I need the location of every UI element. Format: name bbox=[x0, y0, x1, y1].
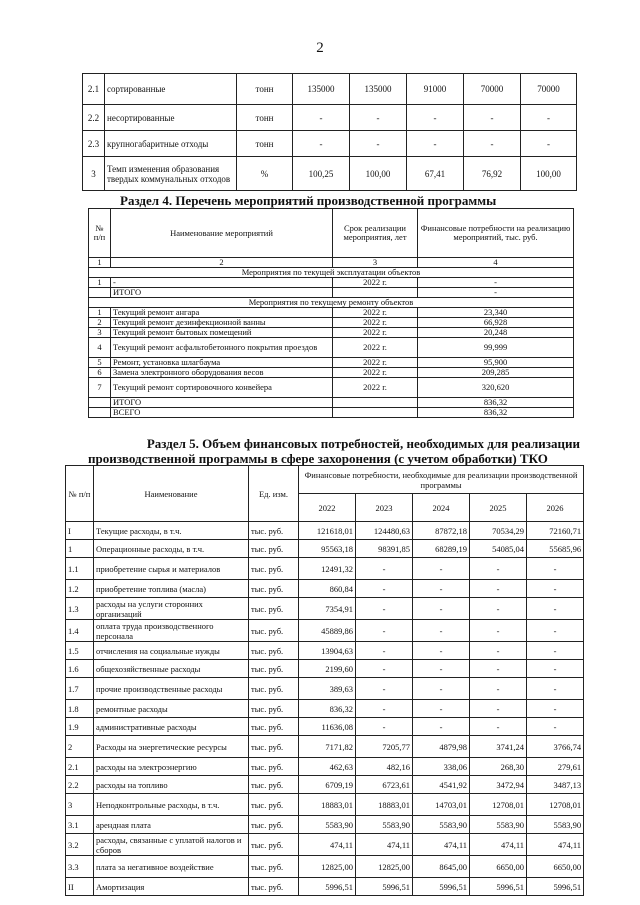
row-value: 91000 bbox=[407, 74, 464, 105]
row-name: отчисления на социальные нужды bbox=[94, 642, 249, 660]
row-num: 3.3 bbox=[66, 856, 94, 878]
row-value: 5583,90 bbox=[470, 816, 527, 834]
row-value: 3472,94 bbox=[470, 776, 527, 794]
row-value: - bbox=[527, 598, 584, 620]
row-period: 2022 г. bbox=[333, 358, 418, 368]
row-unit: тонн bbox=[237, 74, 293, 105]
row-value: 70534,29 bbox=[470, 522, 527, 540]
row-value: 55685,96 bbox=[527, 540, 584, 558]
row-value: 3741,24 bbox=[470, 736, 527, 758]
row-name: прочие производственные расходы bbox=[94, 678, 249, 700]
row-value: 5996,51 bbox=[299, 878, 356, 896]
header-unit: Ед. изм. bbox=[249, 466, 299, 522]
row-num: 2 bbox=[66, 736, 94, 758]
row-name: Неподконтрольные расходы, в т.ч. bbox=[94, 794, 249, 816]
row-name: административные расходы bbox=[94, 718, 249, 736]
row-unit: тыс. руб. bbox=[249, 522, 299, 540]
row-value: - bbox=[293, 105, 350, 131]
row-num: 1.4 bbox=[66, 620, 94, 642]
row-amount: 320,620 bbox=[418, 378, 574, 398]
row-name: арендная плата bbox=[94, 816, 249, 834]
row-value: - bbox=[356, 642, 413, 660]
table-row bbox=[66, 700, 584, 718]
table-row bbox=[89, 278, 574, 288]
row-num: 1 bbox=[66, 540, 94, 558]
table-row bbox=[66, 758, 584, 776]
row-value: 100,00 bbox=[521, 157, 577, 191]
row-value: 67,41 bbox=[407, 157, 464, 191]
row-value: - bbox=[527, 678, 584, 700]
row-num: 2.1 bbox=[66, 758, 94, 776]
row-unit: тонн bbox=[237, 131, 293, 157]
row-name: Текущий ремонт сортировочного конвейера bbox=[111, 378, 333, 398]
row-value: 338,06 bbox=[413, 758, 470, 776]
row-num: 1.5 bbox=[66, 642, 94, 660]
row-name: несортированные bbox=[105, 105, 237, 131]
row-num: 7 bbox=[89, 378, 111, 398]
table-row bbox=[66, 598, 584, 620]
table-row bbox=[83, 105, 577, 131]
row-value: 12708,01 bbox=[527, 794, 584, 816]
row-value: 5583,90 bbox=[299, 816, 356, 834]
row-amount: 209,285 bbox=[418, 368, 574, 378]
table-row bbox=[66, 736, 584, 758]
header-finance: Финансовые потребности, необходимые для реализации производственной программы bbox=[299, 466, 584, 494]
row-value: 4541,92 bbox=[413, 776, 470, 794]
row-amount: 20,248 bbox=[418, 328, 574, 338]
row-value: - bbox=[464, 131, 521, 157]
row-name: расходы на услуги сторонних организаций bbox=[94, 598, 249, 620]
page-number: 2 bbox=[316, 40, 324, 56]
row-unit: тыс. руб. bbox=[249, 660, 299, 678]
row-value: - bbox=[413, 558, 470, 580]
row-value: 18883,01 bbox=[356, 794, 413, 816]
row-value: 8645,00 bbox=[413, 856, 470, 878]
row-name: ВСЕГО bbox=[111, 408, 333, 418]
row-num: 1.9 bbox=[66, 718, 94, 736]
row-value: 6723,61 bbox=[356, 776, 413, 794]
row-value: 5996,51 bbox=[413, 878, 470, 896]
row-name: приобретение топлива (масла) bbox=[94, 580, 249, 598]
table-row bbox=[89, 378, 574, 398]
row-value: 12708,01 bbox=[470, 794, 527, 816]
row-period bbox=[333, 288, 418, 298]
row-unit: тыс. руб. bbox=[249, 736, 299, 758]
row-value: - bbox=[527, 700, 584, 718]
table-row bbox=[89, 318, 574, 328]
row-value: - bbox=[527, 718, 584, 736]
row-value: 124480,63 bbox=[356, 522, 413, 540]
row-num bbox=[89, 398, 111, 408]
row-value: 474,11 bbox=[356, 834, 413, 856]
row-value: - bbox=[413, 700, 470, 718]
row-num: 3 bbox=[83, 157, 105, 191]
row-num: 4 bbox=[89, 338, 111, 358]
col-number: 2 bbox=[111, 258, 333, 268]
row-value: - bbox=[470, 620, 527, 642]
row-name: ремонтные расходы bbox=[94, 700, 249, 718]
row-value: 54085,04 bbox=[470, 540, 527, 558]
row-num: 2.2 bbox=[66, 776, 94, 794]
row-unit: тыс. руб. bbox=[249, 718, 299, 736]
row-unit: тыс. руб. bbox=[249, 558, 299, 580]
row-value: 7354,91 bbox=[299, 598, 356, 620]
row-name: приобретение сырья и материалов bbox=[94, 558, 249, 580]
col-number: 3 bbox=[333, 258, 418, 268]
row-value: 12825,00 bbox=[356, 856, 413, 878]
row-name: Текущие расходы, в т.ч. bbox=[94, 522, 249, 540]
row-value: - bbox=[356, 660, 413, 678]
header-year: 2023 bbox=[356, 494, 413, 522]
table-row bbox=[66, 558, 584, 580]
row-unit: тыс. руб. bbox=[249, 834, 299, 856]
row-value: - bbox=[470, 660, 527, 678]
row-value: - bbox=[407, 105, 464, 131]
header-year: 2022 bbox=[299, 494, 356, 522]
row-value: 389,63 bbox=[299, 678, 356, 700]
row-value: 70000 bbox=[464, 74, 521, 105]
row-unit: тыс. руб. bbox=[249, 642, 299, 660]
row-value: 482,16 bbox=[356, 758, 413, 776]
row-num: 1 bbox=[89, 278, 111, 288]
row-value: - bbox=[527, 558, 584, 580]
row-value: - bbox=[356, 620, 413, 642]
row-unit: тыс. руб. bbox=[249, 678, 299, 700]
table-row bbox=[89, 358, 574, 368]
row-num bbox=[89, 288, 111, 298]
row-value: 68289,19 bbox=[413, 540, 470, 558]
row-name: Операционные расходы, в т.ч. bbox=[94, 540, 249, 558]
table-row bbox=[66, 580, 584, 598]
row-unit: тыс. руб. bbox=[249, 758, 299, 776]
table-row bbox=[66, 776, 584, 794]
row-value: - bbox=[356, 718, 413, 736]
header-year: 2026 bbox=[527, 494, 584, 522]
row-value: - bbox=[527, 580, 584, 598]
row-value: - bbox=[293, 131, 350, 157]
row-value: 121618,01 bbox=[299, 522, 356, 540]
row-value: 2199,60 bbox=[299, 660, 356, 678]
row-value: - bbox=[470, 642, 527, 660]
row-unit: тыс. руб. bbox=[249, 598, 299, 620]
col-number: 1 bbox=[89, 258, 111, 268]
row-num: 2 bbox=[89, 318, 111, 328]
row-value: 6650,00 bbox=[470, 856, 527, 878]
table-row bbox=[89, 308, 574, 318]
row-value: - bbox=[470, 598, 527, 620]
row-name: расходы на топливо bbox=[94, 776, 249, 794]
table-row bbox=[83, 131, 577, 157]
row-unit: тыс. руб. bbox=[249, 700, 299, 718]
row-value: - bbox=[413, 678, 470, 700]
row-amount: 99,999 bbox=[418, 338, 574, 358]
row-value: - bbox=[470, 700, 527, 718]
row-value: - bbox=[356, 700, 413, 718]
row-value: 6709,19 bbox=[299, 776, 356, 794]
row-value: - bbox=[470, 580, 527, 598]
finance-table bbox=[65, 465, 584, 896]
row-value: - bbox=[350, 105, 407, 131]
row-value: 474,11 bbox=[299, 834, 356, 856]
row-value: 100,00 bbox=[350, 157, 407, 191]
row-value: 5996,51 bbox=[527, 878, 584, 896]
row-amount: - bbox=[418, 278, 574, 288]
row-value: 135000 bbox=[293, 74, 350, 105]
section5-title-line2: производственной программы в сфере захоронения (с учетом обработки) ТКО bbox=[88, 451, 548, 466]
row-period bbox=[333, 408, 418, 418]
row-value: 474,11 bbox=[470, 834, 527, 856]
row-value: 14703,01 bbox=[413, 794, 470, 816]
row-value: 12491,32 bbox=[299, 558, 356, 580]
row-unit: тыс. руб. bbox=[249, 794, 299, 816]
row-unit: тыс. руб. bbox=[249, 580, 299, 598]
row-name: Текущий ремонт дезинфекционной ванны bbox=[111, 318, 333, 328]
row-name: расходы на электроэнергию bbox=[94, 758, 249, 776]
row-value: - bbox=[407, 131, 464, 157]
row-period: 2022 г. bbox=[333, 368, 418, 378]
header-num: № п/п bbox=[66, 466, 94, 522]
row-value: 7205,77 bbox=[356, 736, 413, 758]
row-name: ИТОГО bbox=[111, 398, 333, 408]
row-value: 100,25 bbox=[293, 157, 350, 191]
row-name: ИТОГО bbox=[111, 288, 333, 298]
row-unit: тыс. руб. bbox=[249, 816, 299, 834]
row-value: 279,61 bbox=[527, 758, 584, 776]
row-period: 2022 г. bbox=[333, 308, 418, 318]
row-amount: 836,32 bbox=[418, 408, 574, 418]
table-row bbox=[89, 338, 574, 358]
row-num: 2.1 bbox=[83, 74, 105, 105]
table-row bbox=[66, 834, 584, 856]
row-value: 5583,90 bbox=[413, 816, 470, 834]
row-period: 2022 г. bbox=[333, 338, 418, 358]
row-value: 836,32 bbox=[299, 700, 356, 718]
row-amount: 836,32 bbox=[418, 398, 574, 408]
row-value: - bbox=[527, 642, 584, 660]
row-name: Текущий ремонт асфальтобетонного покрытия проездов bbox=[111, 338, 333, 358]
table-row bbox=[66, 718, 584, 736]
row-value: 12825,00 bbox=[299, 856, 356, 878]
row-value: 5996,51 bbox=[470, 878, 527, 896]
row-value: - bbox=[413, 620, 470, 642]
row-value: 860,84 bbox=[299, 580, 356, 598]
row-value: 5996,51 bbox=[356, 878, 413, 896]
row-value: 70000 bbox=[521, 74, 577, 105]
row-unit: тыс. руб. bbox=[249, 878, 299, 896]
row-unit: тыс. руб. bbox=[249, 540, 299, 558]
row-value: - bbox=[356, 598, 413, 620]
table-row bbox=[83, 74, 577, 105]
row-period: 2022 г. bbox=[333, 328, 418, 338]
row-value: - bbox=[413, 598, 470, 620]
row-num: II bbox=[66, 878, 94, 896]
header-period: Срок реализации мероприятия, лет bbox=[333, 209, 418, 258]
row-value: - bbox=[356, 678, 413, 700]
row-value: - bbox=[521, 131, 577, 157]
header-num: № п/п bbox=[89, 209, 111, 258]
table-row bbox=[66, 660, 584, 678]
row-amount: 95,900 bbox=[418, 358, 574, 368]
table-row bbox=[83, 157, 577, 191]
group-header: Мероприятия по текущей эксплуатации объектов bbox=[89, 268, 574, 278]
row-num: 2.3 bbox=[83, 131, 105, 157]
row-value: 5583,90 bbox=[527, 816, 584, 834]
row-value: 268,30 bbox=[470, 758, 527, 776]
table-row bbox=[89, 408, 574, 418]
row-value: - bbox=[413, 580, 470, 598]
row-name: сортированные bbox=[105, 74, 237, 105]
table-row bbox=[66, 642, 584, 660]
row-name: плата за негативное воздействие bbox=[94, 856, 249, 878]
row-num: 1.7 bbox=[66, 678, 94, 700]
row-value: 45889,86 bbox=[299, 620, 356, 642]
header-finance: Финансовые потребности на реализацию мероприятий, тыс. руб. bbox=[418, 209, 574, 258]
group-header-row bbox=[89, 298, 574, 308]
section4-title: Раздел 4. Перечень мероприятий производственной программы bbox=[120, 193, 497, 208]
group-header-row bbox=[89, 268, 574, 278]
waste-volume-table bbox=[82, 73, 577, 191]
row-name: крупногабаритные отходы bbox=[105, 131, 237, 157]
row-period bbox=[333, 398, 418, 408]
row-value: - bbox=[470, 718, 527, 736]
row-value: - bbox=[464, 105, 521, 131]
row-amount: 23,340 bbox=[418, 308, 574, 318]
row-num: 1 bbox=[89, 308, 111, 318]
section5-title-line1: Раздел 5. Объем финансовых потребностей, необходимых для реализации bbox=[146, 436, 580, 451]
row-num: 1.8 bbox=[66, 700, 94, 718]
table-row bbox=[89, 288, 574, 298]
row-num: 1.6 bbox=[66, 660, 94, 678]
row-num: 5 bbox=[89, 358, 111, 368]
row-unit: тыс. руб. bbox=[249, 856, 299, 878]
row-value: 5583,90 bbox=[356, 816, 413, 834]
table-row bbox=[66, 856, 584, 878]
row-amount: 66,928 bbox=[418, 318, 574, 328]
header-name: Наименование мероприятий bbox=[111, 209, 333, 258]
row-value: - bbox=[356, 580, 413, 598]
row-value: 98391,85 bbox=[356, 540, 413, 558]
row-unit: тонн bbox=[237, 105, 293, 131]
row-value: 135000 bbox=[350, 74, 407, 105]
row-value: 462,63 bbox=[299, 758, 356, 776]
row-num: I bbox=[66, 522, 94, 540]
row-value: 13904,63 bbox=[299, 642, 356, 660]
row-num: 2.2 bbox=[83, 105, 105, 131]
row-name: Амортизация bbox=[94, 878, 249, 896]
table-row bbox=[66, 678, 584, 700]
row-value: - bbox=[350, 131, 407, 157]
row-name: общехозяйственные расходы bbox=[94, 660, 249, 678]
row-value: - bbox=[470, 558, 527, 580]
row-name: Темп изменения образования твердых коммунальных отходов bbox=[105, 157, 237, 191]
row-num bbox=[89, 408, 111, 418]
row-value: - bbox=[413, 718, 470, 736]
row-value: - bbox=[527, 660, 584, 678]
row-value: 72160,71 bbox=[527, 522, 584, 540]
table-row bbox=[66, 816, 584, 834]
row-num: 1.2 bbox=[66, 580, 94, 598]
row-name: оплата труда производственного персонала bbox=[94, 620, 249, 642]
row-value: 3766,74 bbox=[527, 736, 584, 758]
row-num: 3 bbox=[89, 328, 111, 338]
col-number: 4 bbox=[418, 258, 574, 268]
row-value: 474,11 bbox=[527, 834, 584, 856]
row-value: - bbox=[356, 558, 413, 580]
table-row bbox=[66, 878, 584, 896]
row-unit: тыс. руб. bbox=[249, 620, 299, 642]
row-num: 3 bbox=[66, 794, 94, 816]
table-row bbox=[89, 398, 574, 408]
row-value: - bbox=[527, 620, 584, 642]
measures-table bbox=[88, 208, 574, 418]
row-name: расходы, связанные с уплатой налогов и сборов bbox=[94, 834, 249, 856]
table-row bbox=[66, 540, 584, 558]
row-amount: - bbox=[418, 288, 574, 298]
row-value: 87872,18 bbox=[413, 522, 470, 540]
row-value: 4879,98 bbox=[413, 736, 470, 758]
table-row bbox=[89, 328, 574, 338]
row-name: Замена электронного оборудования весов bbox=[111, 368, 333, 378]
row-value: - bbox=[470, 678, 527, 700]
row-unit: тыс. руб. bbox=[249, 776, 299, 794]
row-num: 3.2 bbox=[66, 834, 94, 856]
row-value: - bbox=[413, 660, 470, 678]
row-value: 11636,08 bbox=[299, 718, 356, 736]
row-name: - bbox=[111, 278, 333, 288]
header-year: 2025 bbox=[470, 494, 527, 522]
table-row bbox=[66, 794, 584, 816]
row-period: 2022 г. bbox=[333, 278, 418, 288]
row-value: - bbox=[521, 105, 577, 131]
row-value: 76,92 bbox=[464, 157, 521, 191]
row-value: 6650,00 bbox=[527, 856, 584, 878]
row-name: Расходы на энергетические ресурсы bbox=[94, 736, 249, 758]
table-row bbox=[89, 368, 574, 378]
table-row bbox=[66, 620, 584, 642]
row-value: 95563,18 bbox=[299, 540, 356, 558]
row-value: 3487,13 bbox=[527, 776, 584, 794]
row-value: 474,11 bbox=[413, 834, 470, 856]
row-name: Ремонт, установка шлагбаума bbox=[111, 358, 333, 368]
header-year: 2024 bbox=[413, 494, 470, 522]
row-value: 18883,01 bbox=[299, 794, 356, 816]
row-num: 1.1 bbox=[66, 558, 94, 580]
table-row bbox=[66, 522, 584, 540]
row-num: 3.1 bbox=[66, 816, 94, 834]
row-name: Текущий ремонт ангара bbox=[111, 308, 333, 318]
group-header: Мероприятия по текущему ремонту объектов bbox=[89, 298, 574, 308]
row-period: 2022 г. bbox=[333, 378, 418, 398]
row-value: 7171,82 bbox=[299, 736, 356, 758]
row-num: 6 bbox=[89, 368, 111, 378]
row-period: 2022 г. bbox=[333, 318, 418, 328]
row-name: Текущий ремонт бытовых помещений bbox=[111, 328, 333, 338]
header-name: Наименование bbox=[94, 466, 249, 522]
row-unit: % bbox=[237, 157, 293, 191]
row-num: 1.3 bbox=[66, 598, 94, 620]
row-value: - bbox=[413, 642, 470, 660]
